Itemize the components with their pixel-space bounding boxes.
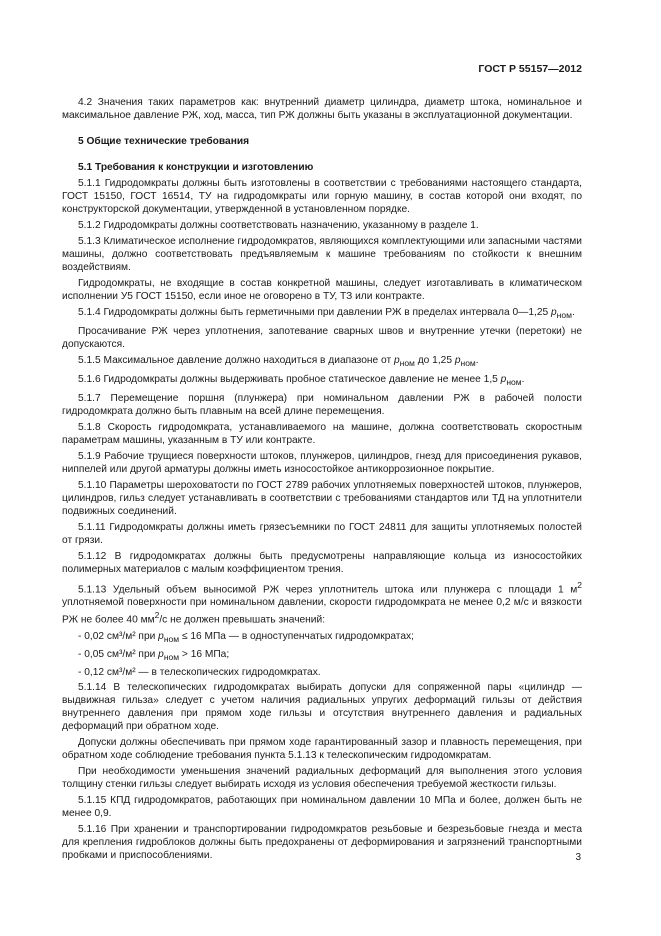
nom-subscript: ном [163, 633, 180, 644]
list-item [62, 648, 582, 664]
p-symbol: p [551, 307, 557, 318]
page-number: 3 [575, 852, 581, 863]
paragraph-5-1-14-c: При необходимости уменьшения значений радиальных деформаций для выполнения этого условия толщину стенки гильзы следует выбирать исходя из условия обеспечения требуемой жесткости гильзы. [62, 765, 582, 790]
paragraph-5-1-12: 5.1.12 В гидродомкратах должны быть предусмотрены направляющие кольца из износостойких полимерных материалов с малым коэффициентом трения. [62, 551, 582, 576]
list-item: - 0,12 см³/м² — в телескопических гидродомкратах. [78, 666, 321, 678]
square-superscript: 2 [577, 580, 582, 591]
text-run: - 0,02 см³/м² при [78, 630, 159, 642]
paragraph-5-1-1: 5.1.1 Гидродомкраты должны быть изготовлены в соответствии с требованиями настоящего стандарта, ГОСТ 15150, ГОСТ 16514, ТУ на гидродомкраты или горную машину, в состав которой они входят, по конструкторской документации, утвержденной в установленном порядке. [62, 178, 582, 215]
paragraph-5-1-7: 5.1.7 Перемещение поршня (плунжера) при номинальном давлении РЖ в рабочей полости гидродомкрата должно быть плавным на всей длине перемещения. [62, 393, 582, 418]
text-run: 5.1.4 Гидродомкраты должны быть герметичными при давлении РЖ в пределах интервала 0—1,25 [78, 307, 551, 318]
p-symbol: p [454, 355, 461, 367]
paragraph-5-1-10: 5.1.10 Параметры шероховатости по ГОСТ 2789 рабочих уплотняемых поверхностей штоков, плунжеров, цилиндров, гильз следует устанавливать в соответствии с требованиями стандартов или ТД на уплотнители подвижных соединений. [62, 480, 582, 518]
paragraph-5-1-9: 5.1.9 Рабочие трущиеся поверхности штоков, плунжеров, цилиндров, гнезд для присоединения рукавов, ниппелей или другой арматуры должны иметь износостойкое антикоррозионное покрытие. [62, 451, 582, 476]
list-item [62, 630, 582, 646]
paragraph-5-1-3-b: Гидродомкраты, не входящие в состав конкретной машины, следует изготавливать в климатическом исполнении У5 ГОСТ 15150, если иное не оговорено в ТУ, ТЗ или контракте. [62, 278, 582, 302]
nom-subscript: ном [556, 310, 572, 321]
square-superscript: 2 [154, 610, 160, 621]
text-run: . [571, 307, 575, 318]
text-run: 5.1.6 Гидродомкраты должны выдерживать пробное статическое давление не менее 1,5 [78, 374, 501, 386]
text-run: ≤ 16 МПа — в одноступенчатых гидродомкратах; [179, 630, 414, 642]
text-run: 5.1.13 Удельный объем выносимой РЖ через уплотнитель штока или плунжера с площади 1 м [78, 584, 578, 596]
paragraph-5-1-6 [62, 373, 582, 389]
text-run: . [521, 374, 525, 386]
p-symbol: p [158, 648, 164, 660]
paragraph-5-1-5 [62, 354, 582, 370]
document-header: ГОСТ Р 55157—2012 [478, 63, 582, 75]
nom-subscript: ном [399, 358, 415, 369]
paragraph-5-1-8: 5.1.8 Скорость гидродомкрата, устанавливаемого на машине, должна соответствовать скоростным параметрам машины, указанным в ТУ или контракте. [62, 422, 582, 447]
text-run: уплотняемой поверхности при номинальном давлении, скорости гидродомкрата не менее 0,2 м/с и вязкости РЖ не более 40 мм [62, 597, 582, 626]
paragraph-5-1-4 [62, 306, 582, 322]
text-run: > 16 МПа; [179, 648, 230, 660]
text-run: 5.1.5 Максимальное давление должно находиться в диапазоне от [78, 355, 394, 367]
document-body [62, 96, 582, 865]
paragraph-5-1-11: 5.1.11 Гидродомкраты должны иметь грязесъемники по ГОСТ 24811 для защиты уплотняемых полостей от грязи. [62, 522, 582, 547]
text-run: /с не должен превышать значений: [159, 614, 326, 626]
paragraph-5-1-13 [62, 579, 582, 627]
nom-subscript: ном [460, 358, 476, 369]
section-5-title: 5 Общие технические требования [78, 136, 250, 147]
nom-subscript: ном [163, 651, 180, 662]
paragraph-5-1-3: 5.1.3 Климатическое исполнение гидродомкратов, являющихся комплектующими или запасными частями машины, должно соответствовать предъявляемым к машине требованиям по стойкости к внешним воздействиям. [62, 236, 582, 273]
text-run: до 1,25 [414, 355, 455, 367]
paragraph-5-1-16: 5.1.16 При хранении и транспортировании гидродомкратов резьбовые и безрезьбовые гнезда и места для крепления гидроблоков должны быть предохранены от деформирования и загрязнений транспортными пробками и приспособлениями. [62, 823, 582, 861]
paragraph-4-2: 4.2 Значения таких параметров как: внутренний диаметр цилиндра, диаметр штока, номинальное и максимальное давление РЖ, ход, масса, тип РЖ должны быть указаны в эксплуатационной документации. [62, 97, 582, 121]
subsection-5-1-title: 5.1 Требования к конструкции и изготовлению [78, 162, 314, 173]
p-symbol: p [393, 355, 400, 367]
paragraph-5-1-2: 5.1.2 Гидродомкраты должны соответствовать назначению, указанному в разделе 1. [78, 220, 479, 231]
nom-subscript: ном [506, 377, 522, 388]
p-symbol: p [500, 374, 507, 386]
text-run: - 0,05 см³/м² при [78, 648, 159, 660]
paragraph-5-1-15: 5.1.15 КПД гидродомкратов, работающих при номинальном давлении 10 МПа и более, должен быть не менее 0,9. [62, 794, 582, 819]
paragraph-5-1-14-b: Допуски должны обеспечивать при прямом ходе гарантированный зазор и плавность перемещения, при обратном ходе соблюдение требования пункта 5.1.13 к телескопическим гидродомкратам. [62, 736, 582, 761]
paragraph-5-1-14: 5.1.14 В телескопических гидродомкратах выбирать допуски для сопряженной пары «цилиндр — выдвижная гильза» следует с учетом наличия радиальных упругих деформаций гильзы от действия внутреннего давления при прямом ходе гильзы и отсутствия внутреннего давления и радиальных деформаций при обратном ходе. [62, 681, 582, 732]
paragraph-5-1-4-b: Просачивание РЖ через уплотнения, запотевание сварных швов и внутренние утечки (перетоки) не допускаются. [62, 326, 582, 351]
text-run: . [475, 355, 479, 367]
p-symbol: p [158, 630, 164, 642]
